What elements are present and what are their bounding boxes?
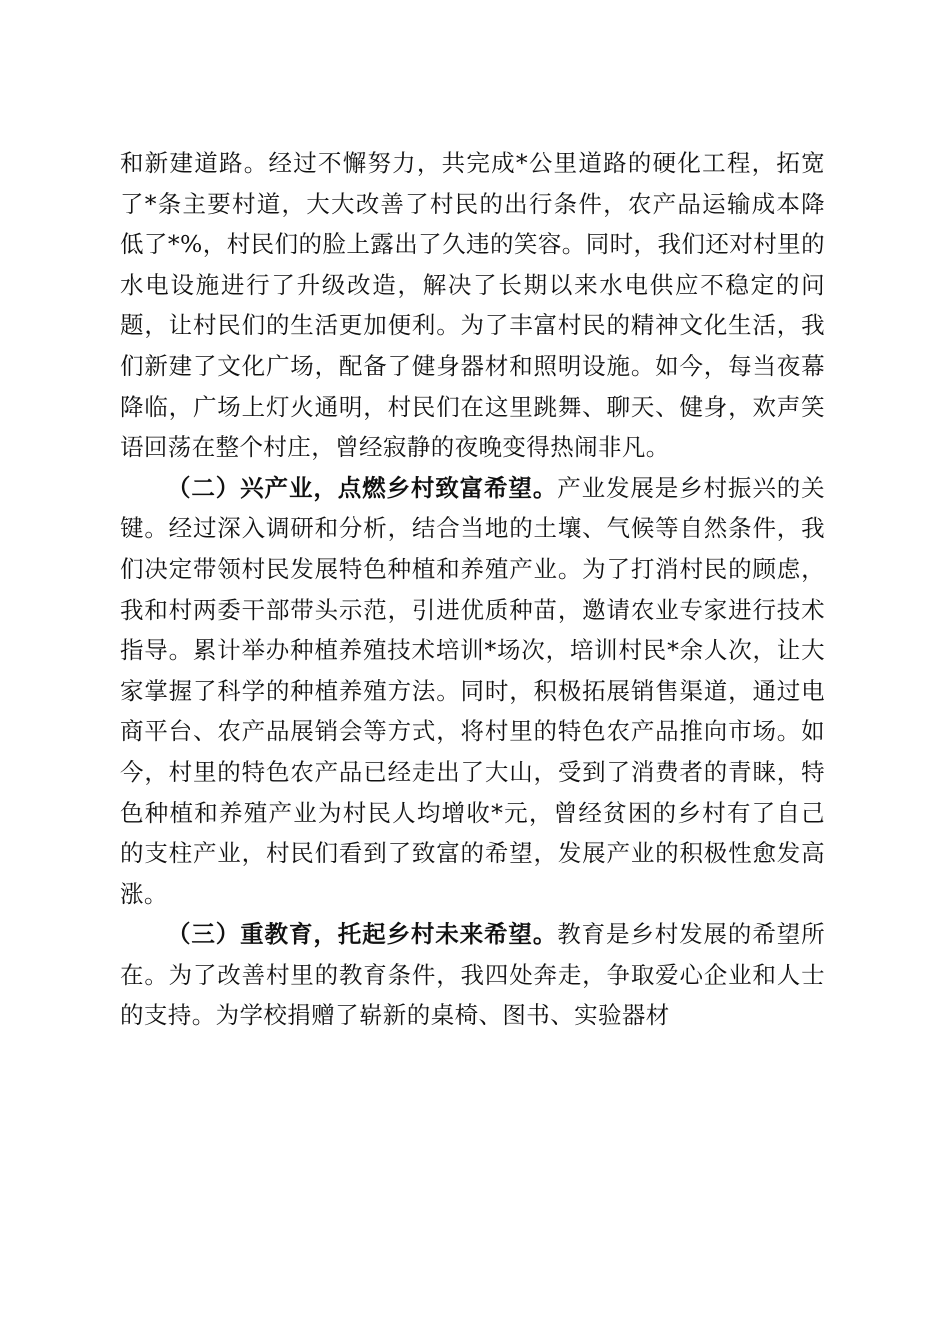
paragraph-3 (120, 914, 825, 1036)
section-heading-3: （三）重教育，托起乡村未来希望。 (167, 920, 558, 949)
paragraph-2 (120, 468, 825, 915)
paragraph-1-text: 和新建道路。经过不懈努力，共完成*公里道路的硬化工程，拓宽了*条主要村道，大大改善了村民的出行条件，农产品运输成本降低了*%，村民们的脸上露出了久违的笑容。同时，我们还对村里的水电设施进行了升级改造，解决了长期以来水电供应不稳定的问题，让村民们的生活更加便利。为了丰富村民的精神文化生活，我们新建了文化广场，配备了健身器材和照明设施。如今，每当夜幕降临，广场上灯火通明，村民们在这里跳舞、聊天、健身，欢声笑语回荡在整个村庄，曾经寂静的夜晚变得热闹非凡。 (120, 149, 825, 462)
paragraph-2-text: 产业发展是乡村振兴的关键。经过深入调研和分析，结合当地的土壤、气候等自然条件，我们决定带领村民发展特色种植和养殖产业。为了打消村民的顾虑，我和村两委干部带头示范，引进优质种苗，邀请农业专家进行技术指导。累计举办种植养殖技术培训*场次，培训村民*余人次，让大家掌握了科学的种植养殖方法。同时，积极拓展销售渠道，通过电商平台、农产品展销会等方式，将村里的特色农产品推向市场。如今，村里的特色农产品已经走出了大山，受到了消费者的青睐，特色种植和养殖产业为村民人均增收*元，曾经贫困的乡村有了自己的支柱产业，村民们看到了致富的希望，发展产业的积极性愈发高涨。 (120, 473, 825, 908)
paragraph-1 (120, 143, 825, 468)
section-heading-2: （二）兴产业，点燃乡村致富希望。 (167, 473, 558, 502)
paragraph-3-text: 教育是乡村发展的希望所在。为了改善村里的教育条件，我四处奔走，争取爱心企业和人士的支持。为学校捐赠了崭新的桌椅、图书、实验器材 (120, 920, 825, 1030)
document-body (120, 143, 825, 1036)
